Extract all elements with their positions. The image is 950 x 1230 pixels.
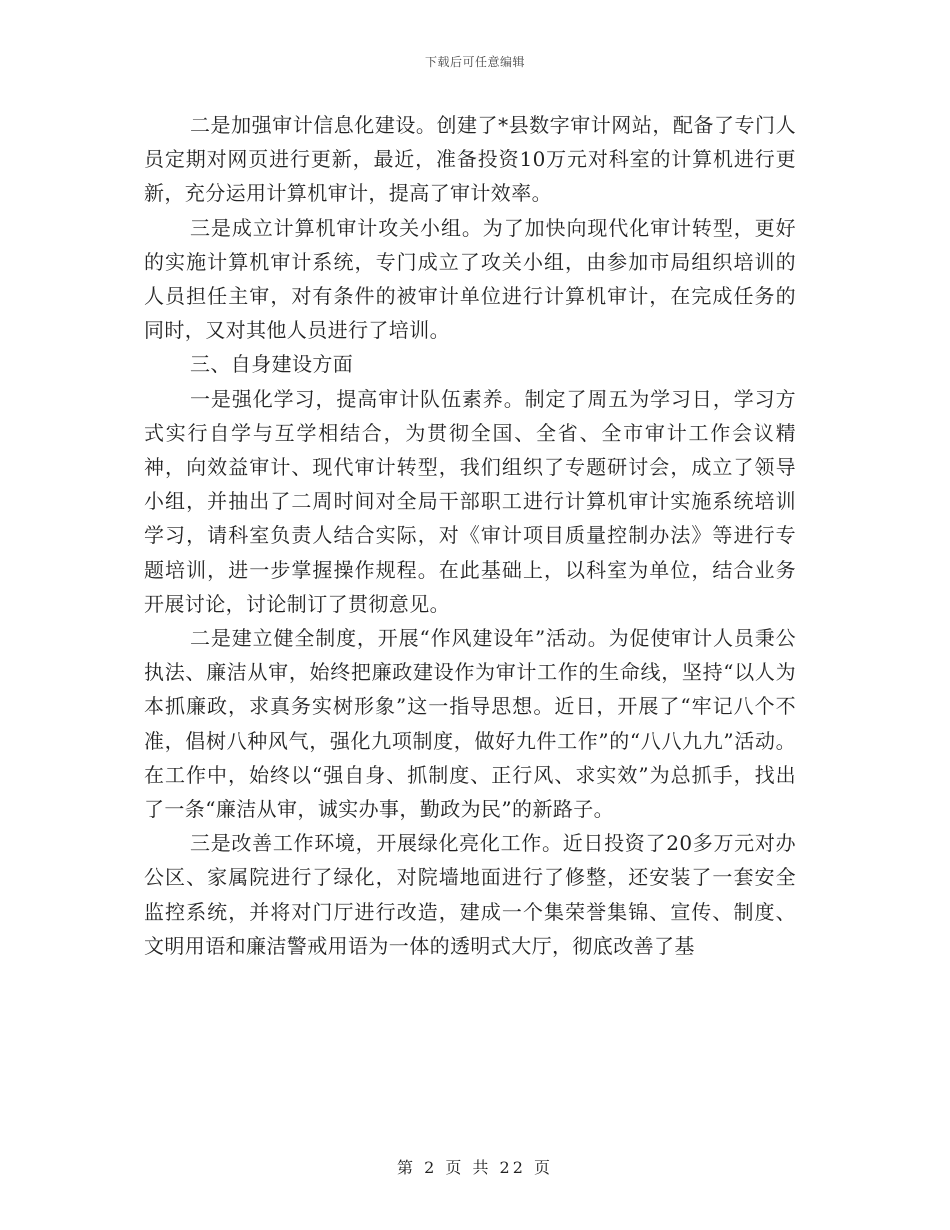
page-header: 下载后可任意编辑: [424, 55, 525, 69]
page-number-footer: 第 2 页 共 22 页: [397, 1158, 553, 1177]
document-body: [144, 108, 796, 963]
paragraph: 二是建立健全制度，开展“作风建设年”活动。为促使审计人员秉公执法、廉洁从审，始终把廉政建设作为审计工作的生命线，坚持“以人为本抓廉政，求真务实树形象”这一指导思想。近日，开展了“牢记八个不准，倡树八种风气，强化九项制度，做好九件工作”的“八八九九”活动。在工作中，始终以“强自身、抓制度、正行风、求实效”为总抓手，找出了一条“廉洁从审，诚实办事，勤政为民”的新路子。: [144, 626, 796, 822]
paragraph: 三是成立计算机审计攻关小组。为了加快向现代化审计转型，更好的实施计算机审计系统，专门成立了攻关小组，由参加市局组织培训的人员担任主审，对有条件的被审计单位进行计算机审计，在完成任务的同时，又对其他人员进行了培训。: [144, 215, 796, 343]
section-heading: 三、自身建设方面: [190, 352, 354, 377]
paragraph: 一是强化学习，提高审计队伍素养。制定了周五为学习日，学习方式实行自学与互学相结合，为贯彻全国、全省、全市审计工作会议精神，向效益审计、现代审计转型，我们组织了专题研讨会，成立了领导小组，并抽出了二周时间对全局干部职工进行计算机审计实施系统培训学习，请科室负责人结合实际，对《审计项目质量控制办法》等进行专题培训，进一步掌握操作规程。在此基础上，以科室为单位，结合业务开展讨论，讨论制订了贯彻意见。: [144, 386, 796, 616]
paragraph: 二是加强审计信息化建设。创建了*县数字审计网站，配备了专门人员定期对网页进行更新，最近，准备投资10万元对科室的计算机进行更新，充分运用计算机审计，提高了审计效率。: [144, 113, 796, 206]
paragraph: 三是改善工作环境，开展绿化亮化工作。近日投资了20多万元对办公区、家属院进行了绿化，对院墙地面进行了修整，还安装了一套安全监控系统，并将对门厅进行改造，建成一个集荣誉集锦、宣传、制度、文明用语和廉洁警戒用语为一体的透明式大厅，彻底改善了基: [144, 831, 796, 958]
